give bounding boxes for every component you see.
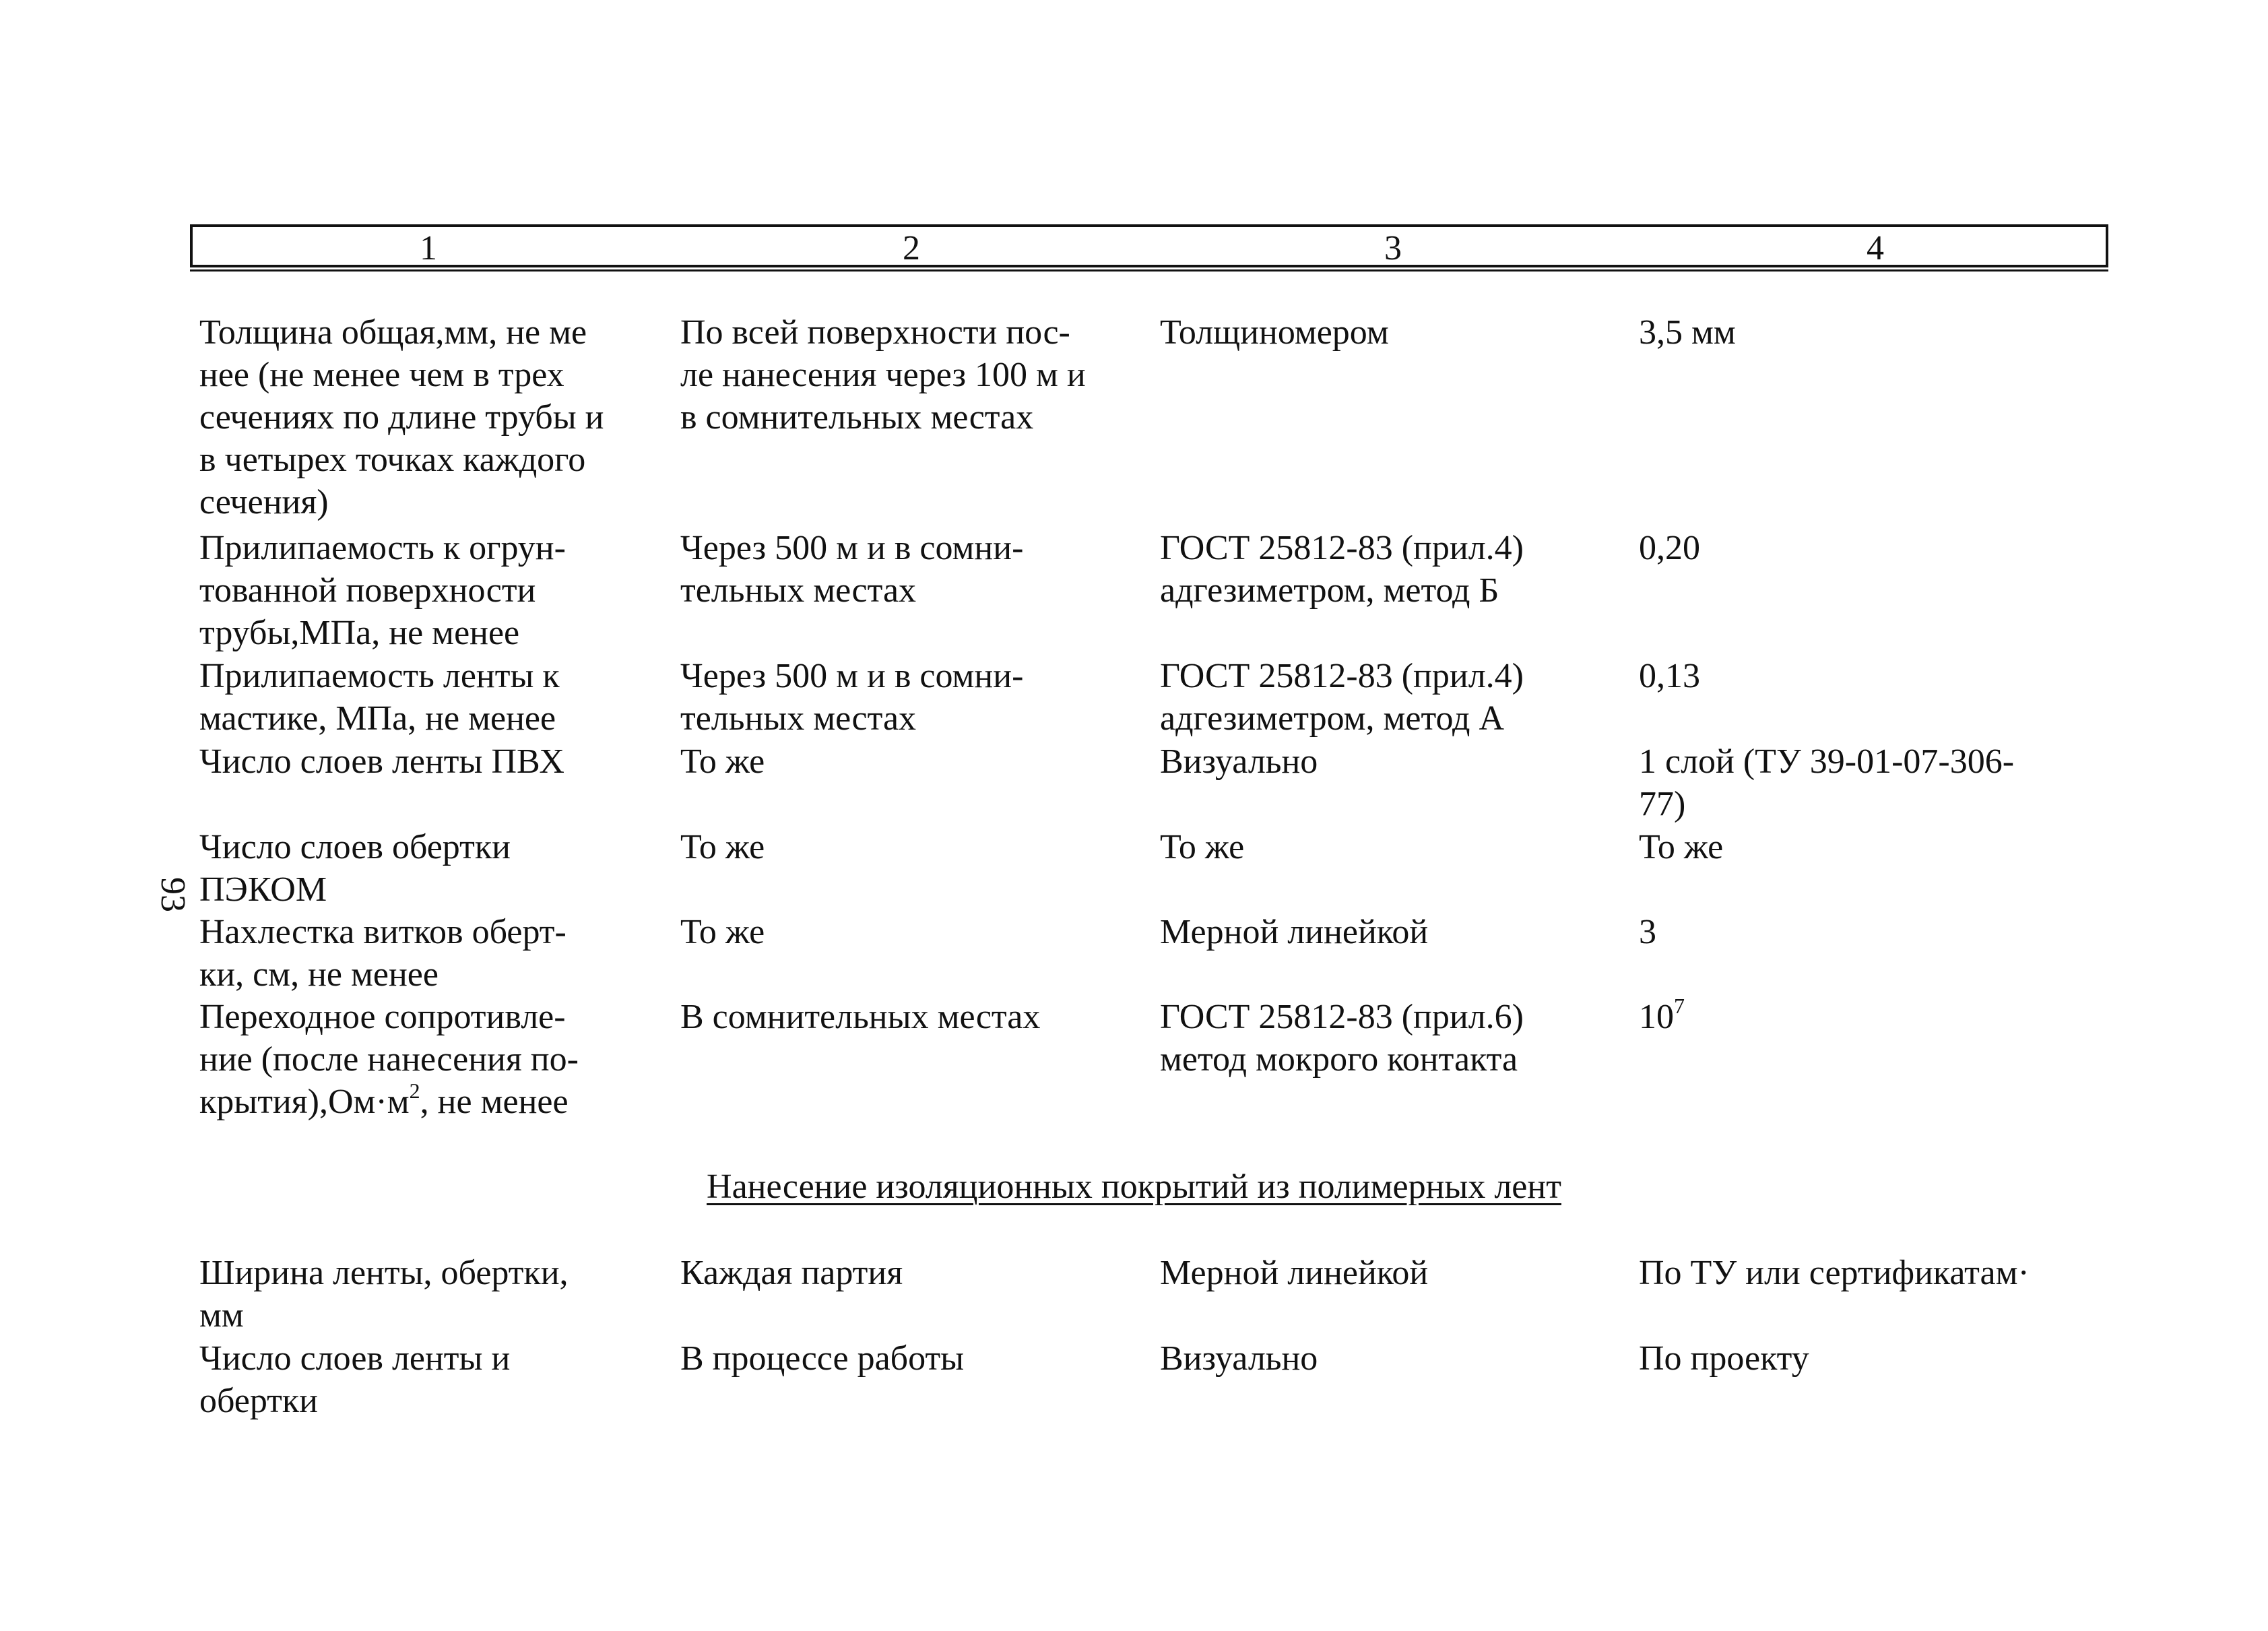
- column-number-2: 2: [903, 229, 920, 267]
- row-7-value-base: 10: [1639, 998, 1674, 1036]
- row-5-frequency: То же: [680, 828, 765, 866]
- row-5-parameter: Число слоев обертки ПЭКОМ: [199, 828, 511, 909]
- column-number-header: [190, 224, 2108, 267]
- column-number-4: 4: [1867, 229, 1884, 267]
- row-5-value: То же: [1639, 828, 1724, 866]
- row-7-parameter-line-2: ние (после нанесения по-: [199, 1040, 579, 1079]
- row-7-unit: крытия),Ом·м: [199, 1083, 410, 1121]
- row-7-parameter-line-3: [199, 1081, 664, 1123]
- tape-row-1-method: Мерной линейкой: [1160, 1254, 1429, 1292]
- column-number-1: 1: [420, 229, 437, 267]
- row-1-value: 3,5 мм: [1639, 313, 1736, 352]
- tape-row-1-value: По ТУ или сертификатам·: [1639, 1254, 2030, 1292]
- row-6-method: Мерной линейкой: [1160, 913, 1429, 951]
- row-4-frequency: То же: [680, 742, 765, 781]
- row-7-suffix: , не менее: [420, 1083, 569, 1121]
- row-3-value: 0,13: [1639, 657, 1700, 695]
- row-5-method: То же: [1160, 828, 1245, 866]
- row-7-value: [1639, 996, 2110, 1038]
- row-3-method: ГОСТ 25812-83 (прил.4) адгезиметром, метод А: [1160, 657, 1524, 738]
- row-7-unit-exponent: 2: [409, 1079, 420, 1103]
- row-7-frequency: В сомнительных местах: [680, 998, 1041, 1036]
- tape-row-2-value: По проекту: [1639, 1339, 1809, 1378]
- tape-row-2-method: Визуально: [1160, 1339, 1318, 1378]
- page-number: 93: [154, 877, 192, 912]
- row-6-value: 3: [1639, 913, 1656, 951]
- row-4-value: 1 слой (ТУ 39-01-07-306- 77): [1639, 742, 2015, 823]
- row-2-frequency: Через 500 м и в сомни- тельных местах: [680, 529, 1024, 610]
- row-1-parameter: Толщина общая,мм, не ме нее (не менее чем в трех сечениях по длине трубы и в четырех точках каждого сечения): [199, 313, 604, 521]
- row-4-parameter: Число слоев ленты ПВХ: [199, 742, 564, 781]
- row-6-frequency: То же: [680, 913, 765, 951]
- row-2-parameter: Прилипаемость к огрун- тованной поверхности трубы,МПа, не менее: [199, 529, 566, 652]
- tape-row-2-frequency: В процессе работы: [680, 1339, 965, 1378]
- row-4-method: Визуально: [1160, 742, 1318, 781]
- row-2-value: 0,20: [1639, 529, 1700, 567]
- tape-row-1-frequency: Каждая партия: [680, 1254, 903, 1292]
- row-1-method: Толщиномером: [1160, 313, 1389, 352]
- row-7-value-exponent: 7: [1674, 994, 1685, 1018]
- section-title: [0, 1165, 2268, 1208]
- row-7-parameter: [199, 996, 664, 1123]
- row-7-method: ГОСТ 25812-83 (прил.6) метод мокрого контакта: [1160, 998, 1524, 1079]
- section-title-text: Нанесение изоляционных покрытий из полимерных лент: [707, 1168, 1561, 1206]
- row-1-frequency: По всей поверхности пос- ле нанесения через 100 м и в сомнительных местах: [680, 313, 1086, 437]
- tape-row-1-parameter: Ширина ленты, обертки, мм: [199, 1254, 569, 1335]
- row-6-parameter: Нахлестка витков оберт- ки, см, не менее: [199, 913, 566, 994]
- row-7-parameter-line-1: Переходное сопротивле-: [199, 998, 566, 1036]
- row-3-parameter: Прилипаемость ленты к мастике, МПа, не менее: [199, 657, 560, 738]
- column-number-3: 3: [1384, 229, 1402, 267]
- row-2-method: ГОСТ 25812-83 (прил.4) адгезиметром, метод Б: [1160, 529, 1524, 610]
- tape-row-2-parameter: Число слоев ленты и обертки: [199, 1339, 511, 1420]
- row-3-frequency: Через 500 м и в сомни- тельных местах: [680, 657, 1024, 738]
